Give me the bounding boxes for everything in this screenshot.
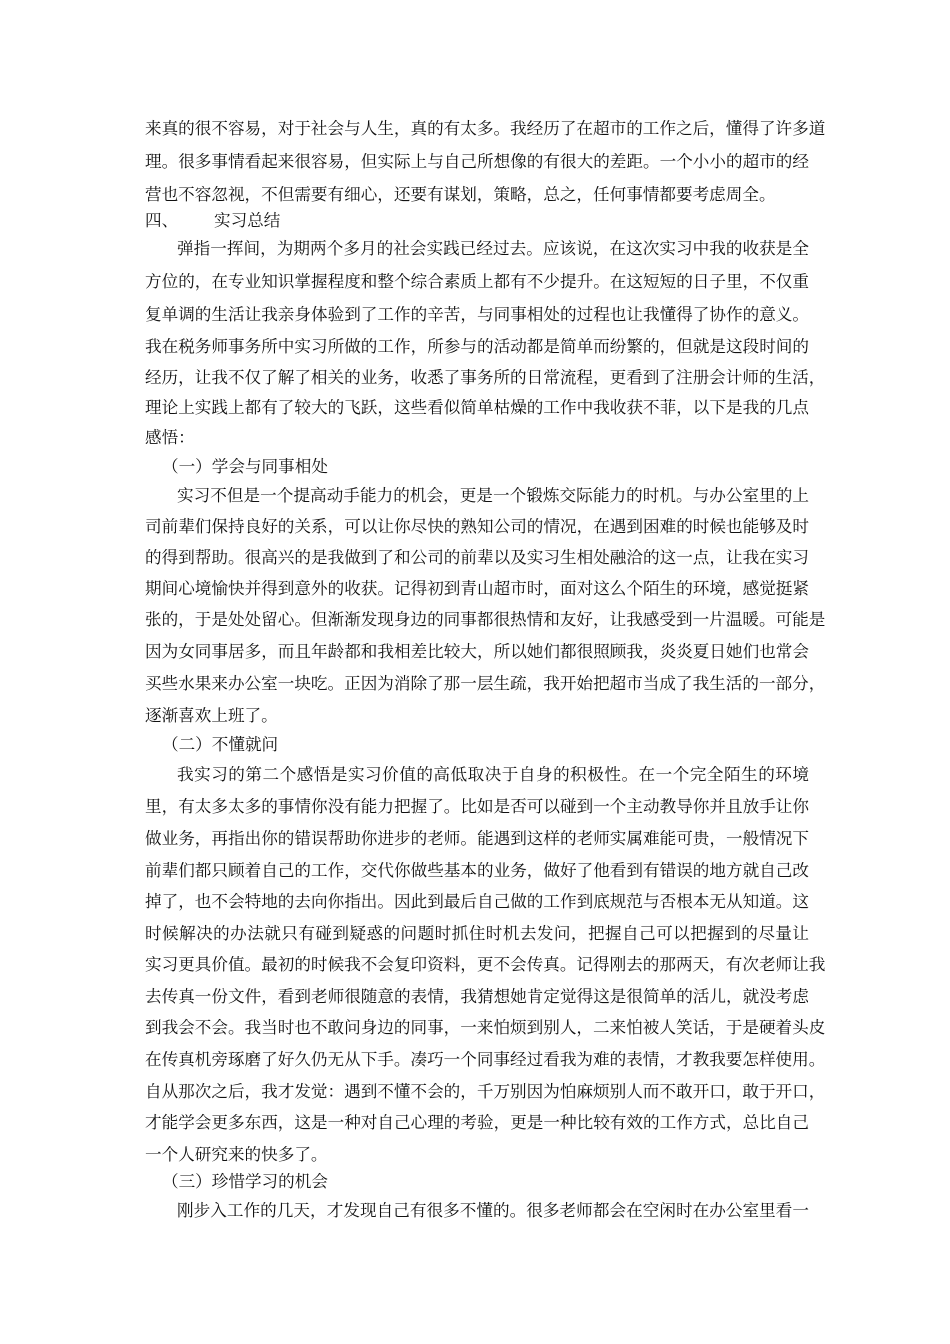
paragraph-line: 张的，于是处处留心。但渐渐发现身边的同事都很热情和友好，让我感受到一片温暖。可能是 — [145, 610, 826, 629]
paragraph-line: 在传真机旁琢磨了好久仍无从下手。凑巧一个同事经过看我为难的表情，才教我要怎样使用。 — [145, 1050, 826, 1069]
paragraph-line: 的得到帮助。很高兴的是我做到了和公司的前辈以及实习生相处融洽的这一点，让我在实习 — [145, 548, 809, 567]
paragraph-line: 到我会不会。我当时也不敢问身边的同事，一来怕烦到别人，二来怕被人笑话，于是硬着头皮 — [145, 1018, 826, 1037]
paragraph-line: 实习更具价值。最初的时候我不会复印资料，更不会传真。记得刚去的那两天，有次老师让我 — [145, 955, 826, 974]
paragraph-line: 我在税务师事务所中实习所做的工作，所参与的活动都是简单而纷繁的，但就是这段时间的 — [145, 337, 809, 356]
paragraph-line: 一个人研究来的快多了。 — [145, 1145, 328, 1164]
paragraph-line: 理论上实践上都有了较大的飞跃，这些看似简单枯燥的工作中我收获不菲，以下是我的几点 — [145, 398, 809, 417]
paragraph-line: 掉了，也不会特地的去向你指出。因此到最后自己做的工作到底规范与否根本无从知道。这 — [145, 892, 809, 911]
paragraph-line: 自从那次之后，我才发觉：遇到不懂不会的，千万别因为怕麻烦别人而不敢开口，敢于开口， — [145, 1082, 826, 1101]
paragraph-line: 来真的很不容易，对于社会与人生，真的有太多。我经历了在超市的工作之后，懂得了许多道 — [145, 119, 826, 138]
paragraph-line: 前辈们都只顾着自己的工作，交代你做些基本的业务，做好了他看到有错误的地方就自己改 — [145, 861, 809, 880]
paragraph-line: 因为女同事居多，而且年龄都和我相差比较大，所以她们都很照顾我，炎炎夏日她们也常会 — [145, 642, 809, 661]
paragraph-line: 营也不容忽视，不但需要有细心，还要有谋划，策略，总之，任何事情都要考虑周全。 — [145, 185, 776, 204]
section-number: 四、 — [145, 211, 179, 230]
paragraph-line: 感悟： — [145, 428, 195, 447]
paragraph-line: 买些水果来办公室一块吃。正因为消除了那一层生疏，我开始把超市当成了我生活的一部分， — [145, 674, 826, 693]
subsection-title: （二）不懂就问 — [162, 735, 279, 754]
subsection-title: （三）珍惜学习的机会 — [162, 1172, 328, 1191]
paragraph-line: 经历，让我不仅了解了相关的业务，收悉了事务所的日常流程，更看到了注册会计师的生活， — [145, 368, 826, 387]
paragraph-line: 时候解决的办法就只有碰到疑惑的问题时抓住时机去发问，把握自己可以把握到的尽量让 — [145, 924, 809, 943]
paragraph-line: 弹指一挥间，为期两个多月的社会实践已经过去。应该说，在这次实习中我的收获是全 — [177, 239, 809, 258]
paragraph-line: 期间心境愉快并得到意外的收获。记得初到青山超市时，面对这么个陌生的环境，感觉挺紧 — [145, 579, 809, 598]
paragraph-line: 实习不但是一个提高动手能力的机会，更是一个锻炼交际能力的时机。与办公室里的上 — [177, 486, 809, 505]
paragraph-line: 逐渐喜欢上班了。 — [145, 706, 278, 725]
paragraph-line: 去传真一份文件，看到老师很随意的表情，我猜想她肯定觉得这是很简单的活儿，就没考虑 — [145, 987, 809, 1006]
paragraph-line: 理。很多事情看起来很容易，但实际上与自己所想像的有很大的差距。一个小小的超市的经 — [145, 152, 809, 171]
paragraph-line: 复单调的生活让我亲身体验到了工作的辛苦，与同事相处的过程也让我懂得了协作的意义。 — [145, 305, 809, 324]
section-title: 实习总结 — [214, 211, 281, 230]
paragraph-line: 我实习的第二个感悟是实习价值的高低取决于自身的积极性。在一个完全陌生的环境 — [177, 765, 809, 784]
paragraph-line: 里，有太多太多的事情你没有能力把握了。比如是否可以碰到一个主动教导你并且放手让你 — [145, 797, 809, 816]
paragraph-line: 做业务，再指出你的错误帮助你进步的老师。能遇到这样的老师实属难能可贵，一般情况下 — [145, 829, 809, 848]
paragraph-line: 司前辈们保持良好的关系，可以让你尽快的熟知公司的情况，在遇到困难的时候也能够及时 — [145, 517, 809, 536]
paragraph-line: 才能学会更多东西，这是一种对自己心理的考验，更是一种比较有效的工作方式，总比自己 — [145, 1113, 809, 1132]
paragraph-line: 刚步入工作的几天，才发现自己有很多不懂的。很多老师都会在空闲时在办公室里看一 — [177, 1201, 809, 1220]
subsection-title: （一）学会与同事相处 — [162, 457, 328, 476]
paragraph-line: 方位的，在专业知识掌握程度和整个综合素质上都有不少提升。在这短短的日子里，不仅重 — [145, 272, 809, 291]
